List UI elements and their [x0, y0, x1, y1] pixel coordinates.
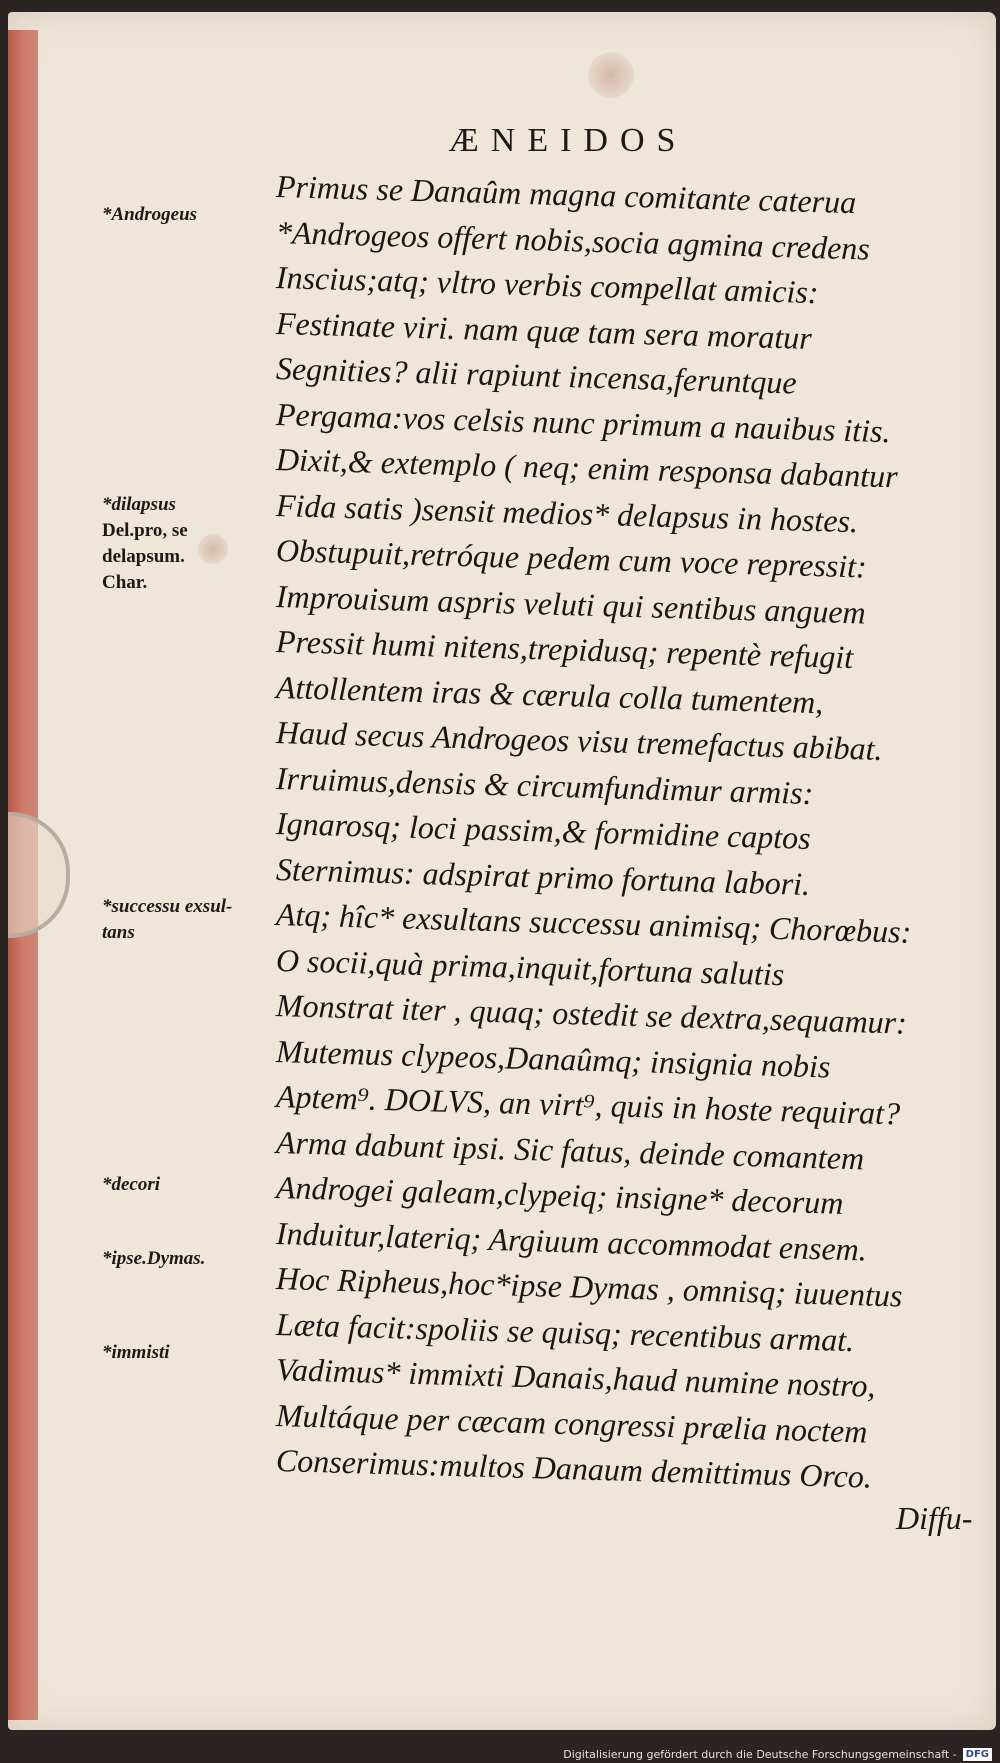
verse-line: Pressit humi nitens,trepidusq; repentè refugit: [275, 623, 854, 676]
margin-note-androgeus: *Androgeus: [102, 204, 198, 225]
verse-line: O socii,quà prima,inquit,fortuna salutis: [275, 941, 785, 992]
verse-line: Sternimus: adspirat primo fortuna labori.: [275, 850, 811, 902]
verse-line: Attollentem iras & cærula colla tumentem,: [275, 668, 824, 720]
verse-line: Obstupuit,retróque pedem cum voce repressit:: [275, 532, 868, 585]
verse-line: Festinate viri. nam quæ tam sera moratur: [275, 304, 813, 356]
running-header: ÆNEIDOS: [448, 122, 688, 159]
verse-line: Fida satis )sensit medios* delapsus in hostes.: [275, 486, 859, 539]
verse-block: [275, 164, 976, 1495]
verse-line: Improuisum aspris veluti qui sentibus anguem: [275, 577, 867, 630]
verse-line: Vadimus* immixti Danais,haud numine nostro,: [275, 1351, 876, 1404]
verse-line: Læta facit:spoliis se quisq; recentibus armat.: [275, 1305, 855, 1358]
verse-line: Induitur,lateriq; Argiuum accommodat ensem.: [275, 1214, 868, 1267]
margin-note-immisti: *immisti: [102, 1342, 170, 1363]
verse-line: Inscius;atq; vltro verbis compellat amicis:: [275, 259, 820, 311]
book-clasp: [8, 812, 70, 938]
verse-line: Haud secus Androgeos visu tremefactus abibat.: [275, 714, 884, 767]
footer-text: Digitalisierung gefördert durch die Deutsche Forschungsgemeinschaft -: [563, 1748, 957, 1761]
margin-note-decori: *decori: [102, 1174, 161, 1195]
margin-note-successu: *successu exsul-: [102, 896, 233, 917]
verse-line: Monstrat iter , quaq; ostedit se dextra,sequamur:: [275, 987, 908, 1041]
margin-note-delapsum: delapsum.: [102, 546, 185, 567]
verse-line: Hoc Ripheus,hoc*ipse Dymas , omnisq; iuuentus: [275, 1260, 903, 1314]
verse-line: Aptem⁹. DOLVS, an virt⁹, quis in hoste requirat?: [275, 1078, 901, 1132]
catchword: Diffu-: [896, 1500, 973, 1536]
verse-line: Segnities? alii rapiunt incensa,feruntque: [275, 350, 798, 401]
verse-line: Dixit,& extemplo ( neq; enim responsa dabantur: [275, 441, 899, 495]
verse-line: Androgei galeam,clypeiq; insigne* decorum: [275, 1169, 844, 1221]
footer-credit: [563, 1748, 992, 1761]
verse-line: Atq; hîc* exsultans successu animisq; Chorœbus:: [275, 896, 912, 950]
margin-note-tans: tans: [102, 922, 135, 943]
verse-line: Mutemus clypeos,Danaûmq; insignia nobis: [275, 1032, 831, 1084]
book-page: [8, 12, 996, 1730]
margin-note-ipse: *ipse.Dymas.: [102, 1248, 206, 1269]
verse-line: Multáque per cæcam congressi prælia noctem: [275, 1396, 868, 1450]
dfg-logo-icon: DFG: [963, 1748, 992, 1761]
verse-line: *Androgeos offert nobis,socia agmina credens: [275, 213, 871, 267]
verse-line: Pergama:vos celsis nunc primum a nauibus itis.: [275, 395, 892, 449]
verse-line: Conserimus:multos Danaum demittimus Orco.: [275, 1442, 873, 1495]
margin-note-dilapsus: *dilapsus: [102, 494, 176, 515]
margin-note-delpro: Del.pro, se: [102, 520, 188, 541]
verse-line: Arma dabunt ipsi. Sic fatus, deinde comantem: [275, 1123, 865, 1176]
verse-line: Irruimus,densis & circumfundimur armis:: [275, 759, 814, 811]
verse-line: Ignarosq; loci passim,& formidine captos: [275, 805, 812, 856]
margin-note-char: Char.: [102, 572, 148, 593]
verse-line: Primus se Danaûm magna comitante caterua: [275, 168, 857, 221]
paper-stain: [588, 52, 634, 98]
